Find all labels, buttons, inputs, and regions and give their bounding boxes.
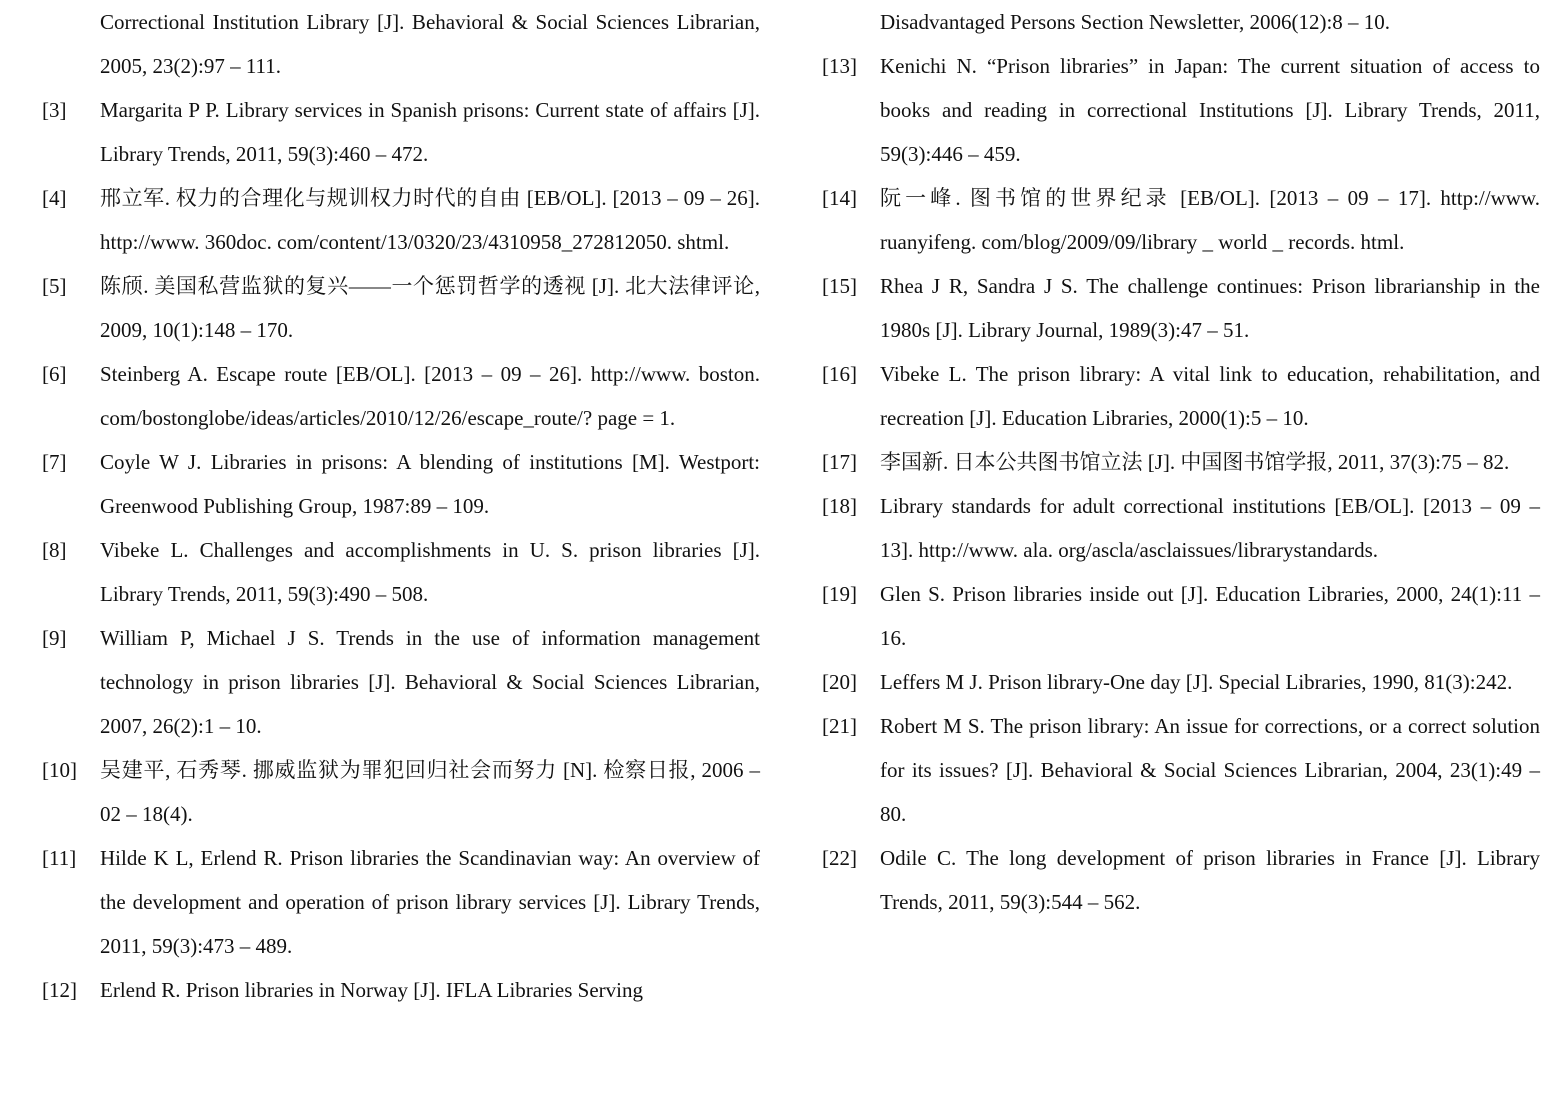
reference-number: [22] <box>822 846 857 870</box>
reference-entry <box>820 352 1540 440</box>
reference-number: [11] <box>42 846 77 870</box>
reference-text: Robert M S. The prison library: An issue for corrections, or a correct solution for its issues? [J]. Behavioral & Social Sciences Librarian, 2004, 23(1):49 – 80. <box>880 714 1540 826</box>
reference-number: [16] <box>822 362 857 386</box>
reference-entry <box>820 660 1540 704</box>
reference-text: 邢立军. 权力的合理化与规训权力时代的自由 [EB/OL]. [2013 – 09 – 26]. http://www. 360doc. com/content/13/0320/23/4310958_272812050. shtml. <box>100 186 760 254</box>
reference-text: Leffers M J. Prison library-One day [J]. Special Libraries, 1990, 81(3):242. <box>880 670 1513 694</box>
reference-entry <box>820 440 1540 484</box>
reference-entry <box>40 836 760 968</box>
reference-entry <box>820 836 1540 924</box>
reference-entry <box>820 176 1540 264</box>
reference-number: [5] <box>42 274 67 298</box>
reference-text: Steinberg A. Escape route [EB/OL]. [2013 – 09 – 26]. http://www. boston. com/bostonglobe/ideas/articles/2010/12/26/escape_route/? page = 1. <box>100 362 760 430</box>
reference-entry <box>40 968 760 1012</box>
reference-text: Margarita P P. Library services in Spanish prisons: Current state of affairs [J]. Library Trends, 2011, 59(3):460 – 472. <box>100 98 760 166</box>
reference-entry <box>820 264 1540 352</box>
reference-text: Erlend R. Prison libraries in Norway [J]. IFLA Libraries Serving <box>100 978 643 1002</box>
reference-text: Rhea J R, Sandra J S. The challenge continues: Prison librarianship in the 1980s [J]. Library Journal, 1989(3):47 – 51. <box>880 274 1540 342</box>
reference-entry <box>40 440 760 528</box>
reference-number: [8] <box>42 538 67 562</box>
reference-number: [10] <box>42 758 77 782</box>
reference-entry <box>820 484 1540 572</box>
reference-entry <box>40 88 760 176</box>
reference-number: [17] <box>822 450 857 474</box>
reference-column-right <box>820 0 1540 924</box>
reference-number: [21] <box>822 714 857 738</box>
reference-text: Glen S. Prison libraries inside out [J]. Education Libraries, 2000, 24(1):11 – 16. <box>880 582 1540 650</box>
reference-text: William P, Michael J S. Trends in the use of information management technology in prison libraries [J]. Behavioral & Social Sciences Librarian, 2007, 26(2):1 – 10. <box>100 626 760 738</box>
reference-text: Correctional Institution Library [J]. Behavioral & Social Sciences Librarian, 2005, 23(2):97 – 111. <box>100 10 760 78</box>
reference-text: Library standards for adult correctional institutions [EB/OL]. [2013 – 09 – 13]. http://www. ala. org/ascla/asclaissues/librarystandards. <box>880 494 1540 562</box>
reference-entry <box>40 352 760 440</box>
reference-column-left <box>40 0 760 1012</box>
reference-entry <box>40 748 760 836</box>
reference-entry <box>40 176 760 264</box>
reference-text: 吴建平, 石秀琴. 挪威监狱为罪犯回归社会而努力 [N]. 检察日报, 2006 – 02 – 18(4). <box>100 758 760 826</box>
reference-text: Odile C. The long development of prison libraries in France [J]. Library Trends, 2011, 59(3):544 – 562. <box>880 846 1540 914</box>
reference-entry <box>40 0 760 88</box>
reference-entry <box>820 0 1540 44</box>
reference-entry <box>820 572 1540 660</box>
reference-text: Coyle W J. Libraries in prisons: A blending of institutions [M]. Westport: Greenwood Publishing Group, 1987:89 – 109. <box>100 450 760 518</box>
reference-number: [20] <box>822 670 857 694</box>
reference-number: [12] <box>42 978 77 1002</box>
reference-number: [18] <box>822 494 857 518</box>
reference-text: Vibeke L. Challenges and accomplishments in U. S. prison libraries [J]. Library Trends, 2011, 59(3):490 – 508. <box>100 538 760 606</box>
reference-number: [13] <box>822 54 857 78</box>
reference-entry <box>40 528 760 616</box>
reference-text: 陈颀. 美国私营监狱的复兴——一个惩罚哲学的透视 [J]. 北大法律评论, 2009, 10(1):148 – 170. <box>100 274 760 342</box>
reference-entry <box>40 264 760 352</box>
reference-number: [3] <box>42 98 67 122</box>
reference-number: [7] <box>42 450 67 474</box>
reference-number: [19] <box>822 582 857 606</box>
reference-text: 李国新. 日本公共图书馆立法 [J]. 中国图书馆学报, 2011, 37(3):75 – 82. <box>880 450 1510 474</box>
reference-entry <box>40 616 760 748</box>
reference-number: [4] <box>42 186 67 210</box>
reference-entry <box>820 44 1540 176</box>
reference-number: [6] <box>42 362 67 386</box>
reference-text: Disadvantaged Persons Section Newsletter, 2006(12):8 – 10. <box>880 10 1391 34</box>
reference-number: [15] <box>822 274 857 298</box>
reference-entry <box>820 704 1540 836</box>
reference-text: Kenichi N. “Prison libraries” in Japan: The current situation of access to books and reading in correctional Institutions [J]. Library Trends, 2011, 59(3):446 – 459. <box>880 54 1540 166</box>
reference-text: Vibeke L. The prison library: A vital link to education, rehabilitation, and recreation [J]. Education Libraries, 2000(1):5 – 10. <box>880 362 1540 430</box>
reference-number: [9] <box>42 626 67 650</box>
reference-text: 阮一峰. 图书馆的世界纪录 [EB/OL]. [2013 – 09 – 17]. http://www. ruanyifeng. com/blog/2009/09/library _ world _ records. html. <box>880 186 1540 254</box>
reference-number: [14] <box>822 186 857 210</box>
reference-text: Hilde K L, Erlend R. Prison libraries the Scandinavian way: An overview of the development and operation of prison library services [J]. Library Trends, 2011, 59(3):473 – 489. <box>100 846 760 958</box>
